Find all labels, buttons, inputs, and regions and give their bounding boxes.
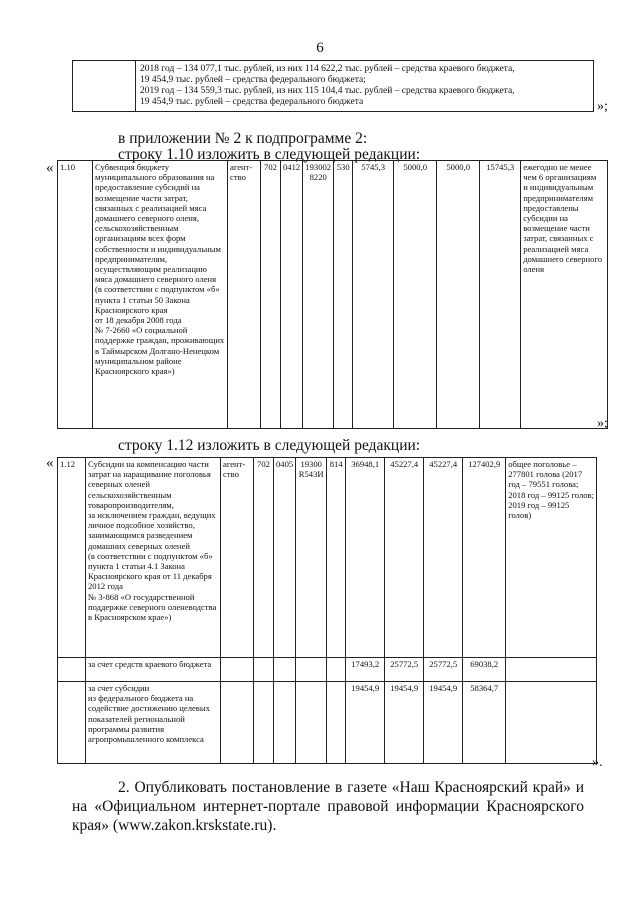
row-1-12-sub-federal-value-3: 19454,9 xyxy=(424,682,463,764)
row-1-12-sub-federal xyxy=(58,682,597,764)
row-1-10-result: ежегодно не менее чем 6 организациям и индивидуальным предпринимателям предоставлены субсидии на возмещение части затрат, связанных с реализацией мяса домашнего северного оленя xyxy=(521,161,608,429)
row-1-10-code-3: 193002 8220 xyxy=(303,161,334,429)
row-1-12-sub-federal-name: за счет субсидии из федерального бюджета на содействие достижению целевых показателей региональной программы развития агропромышленного комплекса xyxy=(86,682,221,764)
row-1-12-grbs: агент-ство xyxy=(221,458,254,658)
row-1-12-sub-federal-value-4: 58364,7 xyxy=(463,682,506,764)
row-1-12-sub-federal-value-2: 19454,9 xyxy=(385,682,424,764)
row-1-12-code-2: 0405 xyxy=(274,458,296,658)
publication-paragraph: 2. Опубликовать постановление в газете «Наш Красноярский край» и на «Официальном интернет-портале правовой информации Красноярского края» (www.zakon.krskstate.ru). xyxy=(72,779,584,834)
row-1-10-grbs: агент-ство xyxy=(228,161,261,429)
top-close-mark: »; xyxy=(597,99,608,114)
row-1-10-code-4: 530 xyxy=(334,161,353,429)
row-1-12-value-2: 45227,4 xyxy=(385,458,424,658)
top-table xyxy=(72,60,594,112)
close-quote-1-10: »; xyxy=(597,416,608,431)
row-1-12-code-1: 702 xyxy=(254,458,274,658)
open-quote-1-12: « xyxy=(46,455,54,471)
row-1-10-code-1: 702 xyxy=(261,161,281,429)
row-1-12-sub-regional-value-2: 25772,5 xyxy=(385,658,424,682)
row-1-12-sub-regional-value-4: 69038,2 xyxy=(463,658,506,682)
row-1-10-value-3: 5000,0 xyxy=(437,161,480,429)
row-1-10-value-1: 5745,3 xyxy=(353,161,394,429)
row-1-10-name: Субвенция бюджету муниципального образования на предоставление субсидий на возмещение части затрат, связанных с реализацией мяса домашнего северного оленя, сельскохозяйственным организациям всех форм собственности и индивидуальным предпринимателям, осуществляющим реализацию мяса домашнего северного оленя (в соответствии с подпунктом «б» пункта 1 статьи 50 Закона Красноярского края от 18 декабря 2008 года № 7-2660 «О социальной поддержке граждан, проживающих в Таймырском Долгано-Ненецком муниципальном районе Красноярского края») xyxy=(93,161,228,429)
row-1-10-value-2: 5000,0 xyxy=(394,161,437,429)
row-1-12-code-3: 19300 R543И xyxy=(296,458,327,658)
row-1-12-number: 1.12 xyxy=(58,458,86,658)
page-number: 6 xyxy=(316,40,324,56)
row-1-12-sub-regional-value-1: 17493,2 xyxy=(346,658,385,682)
row-1-12-sub-regional xyxy=(58,658,597,682)
close-quote-1-12: ». xyxy=(592,755,603,770)
row-1-10-code-2: 0412 xyxy=(281,161,303,429)
row-1-12-sub-regional-value-3: 25772,5 xyxy=(424,658,463,682)
row-1-10-value-4: 15745,3 xyxy=(480,161,521,429)
row-1-10-number: 1.10 xyxy=(58,161,93,429)
heading-appendix: в приложении № 2 к подпрограмме 2: xyxy=(118,130,368,147)
row-1-12-result: общее поголовье – 277801 голова (2017 год – 79551 голова; 2018 год – 99125 голов; 2019 год – 99125 голов) xyxy=(506,458,597,658)
row-1-12-value-1: 36948,1 xyxy=(346,458,385,658)
row-1-12-sub-federal-value-1: 19454,9 xyxy=(346,682,385,764)
row-1-12-sub-regional-name: за счет средств краевого бюджета xyxy=(86,658,221,682)
row-1-10-table xyxy=(57,160,608,429)
row-1-12-value-4: 127402,9 xyxy=(463,458,506,658)
row-1-12-value-3: 45227,4 xyxy=(424,458,463,658)
heading-row-1-10: строку 1.10 изложить в следующей редакции: xyxy=(118,146,421,163)
row-1-12-name: Субсидии на компенсацию части затрат на наращивание поголовья северных оленей сельскохозяйственным товаропроизводителям, за исключением граждан, ведущих личное подсобное хозяйство, занимающимся разведением домашних северных оленей (в соответствии с подпунктом «б» пункта 1 статьи 4.1 Закона Красноярского края от 11 декабря 2012 года № 3-868 «О государственной поддержке северного оленеводства в Красноярском крае») xyxy=(86,458,221,658)
heading-row-1-12: строку 1.12 изложить в следующей редакции: xyxy=(118,437,421,454)
open-quote-1-10: « xyxy=(46,160,54,176)
row-1-12-code-4: 814 xyxy=(327,458,346,658)
top-table-text: 2018 год – 134 077,1 тыс. рублей, из них 114 622,2 тыс. рублей – средства краевого бюджета, 19 454,9 тыс. рублей – средства федерального бюджета; 2019 год – 134 559,3 тыс. рублей, из них 115 104,4 тыс. рублей – средства краевого бюджета, 19 454,9 тыс. рублей – средства федерального бюджета xyxy=(136,61,594,112)
row-1-12-table xyxy=(57,457,597,764)
